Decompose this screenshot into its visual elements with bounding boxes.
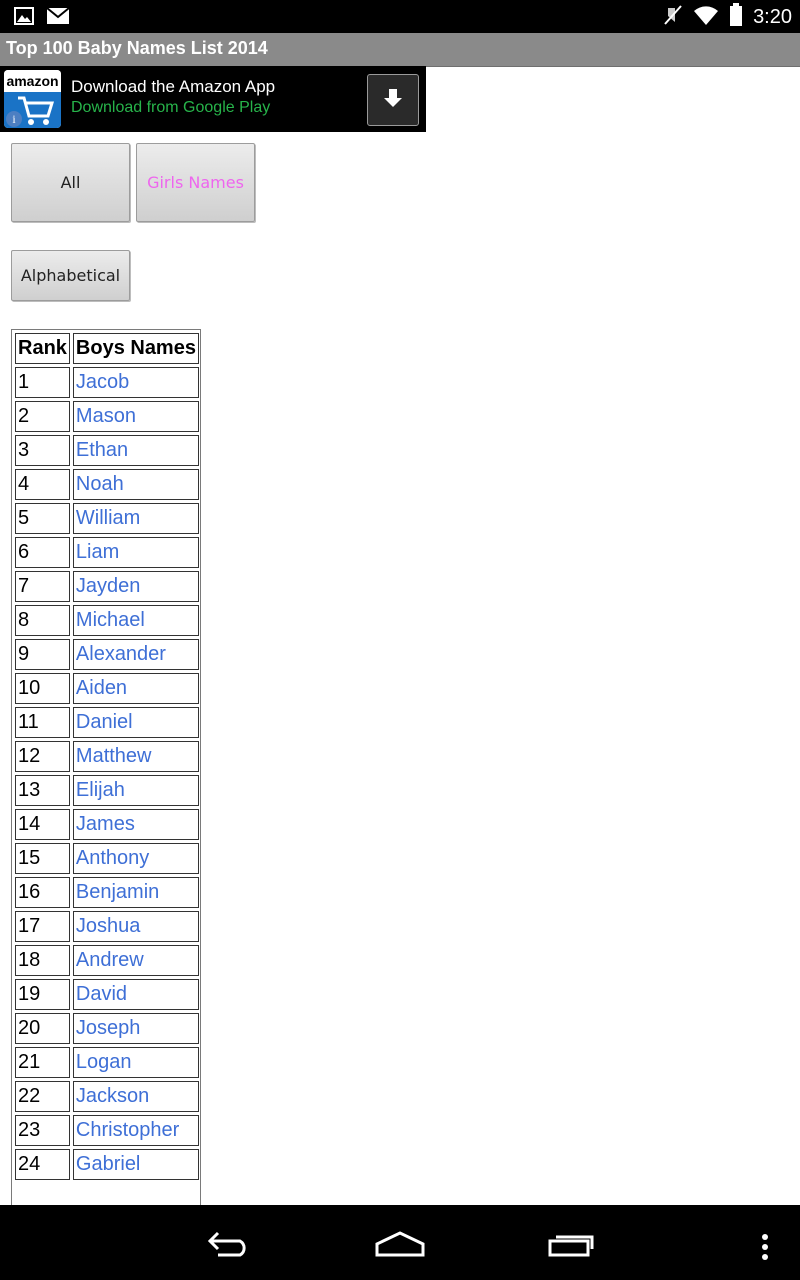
name-link[interactable]: Michael bbox=[73, 605, 199, 636]
rank-cell: 22 bbox=[15, 1081, 70, 1112]
home-icon[interactable] bbox=[374, 1231, 426, 1261]
name-link[interactable]: Noah bbox=[73, 469, 199, 500]
rank-cell: 19 bbox=[15, 979, 70, 1010]
overflow-menu-icon[interactable] bbox=[760, 1233, 770, 1265]
clock: 3:20 bbox=[753, 5, 792, 28]
name-link[interactable]: David bbox=[73, 979, 199, 1010]
download-arrow-icon bbox=[382, 87, 404, 113]
table-row bbox=[15, 707, 199, 738]
rank-cell: 3 bbox=[15, 435, 70, 466]
picture-icon bbox=[14, 7, 34, 29]
table-row bbox=[15, 639, 199, 670]
name-link[interactable]: Aiden bbox=[73, 673, 199, 704]
rank-cell: 20 bbox=[15, 1013, 70, 1044]
table-row bbox=[15, 1013, 199, 1044]
table-row bbox=[15, 877, 199, 908]
name-link[interactable]: Jayden bbox=[73, 571, 199, 602]
rank-cell: 9 bbox=[15, 639, 70, 670]
rank-cell: 13 bbox=[15, 775, 70, 806]
table-row bbox=[15, 809, 199, 840]
rank-cell: 8 bbox=[15, 605, 70, 636]
name-link[interactable]: Joseph bbox=[73, 1013, 199, 1044]
boys-names-column-header: Boys Names bbox=[73, 333, 199, 364]
ad-info-icon[interactable]: i bbox=[6, 111, 22, 127]
rank-cell: 23 bbox=[15, 1115, 70, 1146]
rank-cell: 17 bbox=[15, 911, 70, 942]
rank-cell: 15 bbox=[15, 843, 70, 874]
table-row bbox=[15, 401, 199, 432]
table-row bbox=[15, 1047, 199, 1078]
ad-title[interactable]: Download the Amazon App bbox=[71, 77, 276, 96]
table-row bbox=[15, 945, 199, 976]
rank-cell: 11 bbox=[15, 707, 70, 738]
wifi-icon bbox=[693, 4, 719, 30]
back-icon[interactable] bbox=[206, 1229, 254, 1261]
ad-banner[interactable] bbox=[0, 66, 426, 132]
rank-cell: 14 bbox=[15, 809, 70, 840]
table-row bbox=[15, 673, 199, 704]
navigation-bar bbox=[0, 1205, 800, 1280]
name-link[interactable]: Mason bbox=[73, 401, 199, 432]
name-link[interactable]: Matthew bbox=[73, 741, 199, 772]
rank-cell: 21 bbox=[15, 1047, 70, 1078]
name-link[interactable]: Alexander bbox=[73, 639, 199, 670]
all-button[interactable]: All bbox=[11, 143, 130, 222]
table-row bbox=[15, 741, 199, 772]
name-link[interactable]: Andrew bbox=[73, 945, 199, 976]
amazon-logo-text: amazon bbox=[4, 70, 61, 92]
rank-cell: 1 bbox=[15, 367, 70, 398]
alphabetical-button[interactable]: Alphabetical bbox=[11, 250, 130, 301]
table-row bbox=[15, 775, 199, 806]
names-table bbox=[11, 329, 201, 1209]
gmail-icon bbox=[46, 7, 70, 29]
rank-cell: 24 bbox=[15, 1149, 70, 1180]
table-row bbox=[15, 605, 199, 636]
table-row bbox=[15, 911, 199, 942]
name-link[interactable]: Jacob bbox=[73, 367, 199, 398]
table-row bbox=[15, 1115, 199, 1146]
app-title-bar bbox=[0, 33, 800, 67]
status-bar bbox=[0, 0, 800, 33]
girls-names-button[interactable]: Girls Names bbox=[136, 143, 255, 222]
rank-cell: 4 bbox=[15, 469, 70, 500]
name-link[interactable]: William bbox=[73, 503, 199, 534]
rank-column-header: Rank bbox=[15, 333, 70, 364]
recents-icon[interactable] bbox=[548, 1231, 596, 1261]
name-link[interactable]: Daniel bbox=[73, 707, 199, 738]
name-link[interactable]: James bbox=[73, 809, 199, 840]
rank-cell: 10 bbox=[15, 673, 70, 704]
table-row bbox=[15, 537, 199, 568]
table-row bbox=[15, 1081, 199, 1112]
table-row bbox=[15, 367, 199, 398]
name-link[interactable]: Benjamin bbox=[73, 877, 199, 908]
table-row bbox=[15, 979, 199, 1010]
name-link[interactable]: Joshua bbox=[73, 911, 199, 942]
table-header-row bbox=[15, 333, 199, 364]
name-link[interactable]: Jackson bbox=[73, 1081, 199, 1112]
rank-cell: 6 bbox=[15, 537, 70, 568]
name-link[interactable]: Anthony bbox=[73, 843, 199, 874]
name-link[interactable]: Logan bbox=[73, 1047, 199, 1078]
rank-cell: 16 bbox=[15, 877, 70, 908]
rank-cell: 12 bbox=[15, 741, 70, 772]
name-link[interactable]: Christopher bbox=[73, 1115, 199, 1146]
table-row bbox=[15, 843, 199, 874]
table-row bbox=[15, 1149, 199, 1180]
ad-download-button[interactable] bbox=[367, 74, 419, 126]
rank-cell: 18 bbox=[15, 945, 70, 976]
battery-icon bbox=[729, 3, 743, 31]
name-link[interactable]: Gabriel bbox=[73, 1149, 199, 1180]
name-link[interactable]: Elijah bbox=[73, 775, 199, 806]
rank-cell: 2 bbox=[15, 401, 70, 432]
table-row bbox=[15, 469, 199, 500]
ad-subtitle[interactable]: Download from Google Play bbox=[71, 99, 271, 116]
table-row bbox=[15, 503, 199, 534]
rank-cell: 7 bbox=[15, 571, 70, 602]
page-title: Top 100 Baby Names List 2014 bbox=[6, 38, 268, 58]
rank-cell: 5 bbox=[15, 503, 70, 534]
table-row bbox=[15, 571, 199, 602]
muted-icon bbox=[663, 4, 683, 30]
name-link[interactable]: Ethan bbox=[73, 435, 199, 466]
table-row bbox=[15, 435, 199, 466]
name-link[interactable]: Liam bbox=[73, 537, 199, 568]
